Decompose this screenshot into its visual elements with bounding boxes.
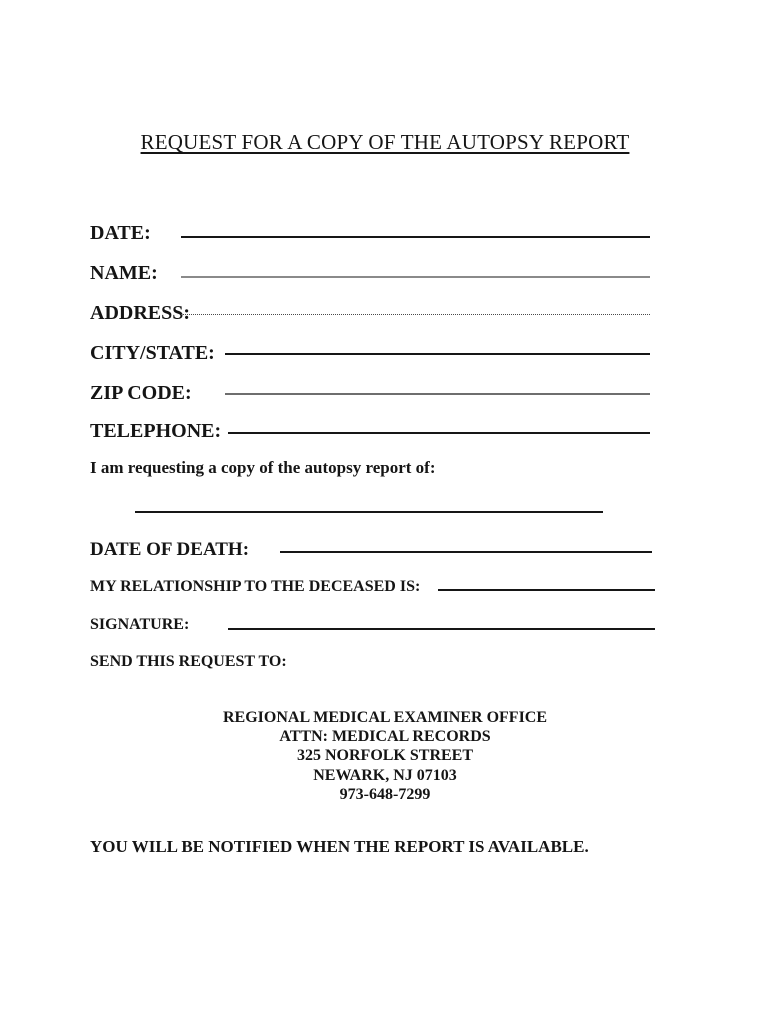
zip-code-label: ZIP CODE: xyxy=(90,382,192,404)
signature-label: SIGNATURE: xyxy=(90,616,190,633)
recipient-address-block xyxy=(0,708,770,804)
send-to-label: SEND THIS REQUEST TO: xyxy=(90,653,287,670)
notification-note: YOU WILL BE NOTIFIED WHEN THE REPORT IS AVAILABLE. xyxy=(90,837,589,856)
date-input-line[interactable] xyxy=(181,224,650,238)
signature-input-line[interactable] xyxy=(228,616,655,630)
address-input-line[interactable] xyxy=(181,301,650,315)
page-title: REQUEST FOR A COPY OF THE AUTOPSY REPORT xyxy=(140,130,630,154)
date-of-death-input-line[interactable] xyxy=(280,539,652,553)
telephone-label: TELEPHONE: xyxy=(90,420,222,442)
date-label: DATE: xyxy=(90,222,151,244)
telephone-input-line[interactable] xyxy=(228,420,650,434)
deceased-name-input-line[interactable] xyxy=(135,499,603,513)
address-label: ADDRESS: xyxy=(90,302,191,324)
date-of-death-label: DATE OF DEATH: xyxy=(90,539,250,560)
recipient-phone-line: 973-648-7299 xyxy=(339,785,431,803)
name-input-line[interactable] xyxy=(181,264,650,278)
recipient-city-line: NEWARK, NJ 07103 xyxy=(313,766,457,784)
recipient-street-line: 325 NORFOLK STREET xyxy=(296,747,474,765)
name-label: NAME: xyxy=(90,262,158,284)
recipient-office-line: REGIONAL MEDICAL EXAMINER OFFICE xyxy=(222,709,548,726)
city-state-input-line[interactable] xyxy=(225,341,650,355)
relationship-label: MY RELATIONSHIP TO THE DECEASED IS: xyxy=(90,578,421,595)
city-state-label: CITY/STATE: xyxy=(90,342,215,364)
requesting-statement: I am requesting a copy of the autopsy report of: xyxy=(90,458,436,477)
zip-code-input-line[interactable] xyxy=(225,381,650,395)
relationship-input-line[interactable] xyxy=(438,577,655,591)
recipient-attn-line: ATTN: MEDICAL RECORDS xyxy=(279,728,491,746)
